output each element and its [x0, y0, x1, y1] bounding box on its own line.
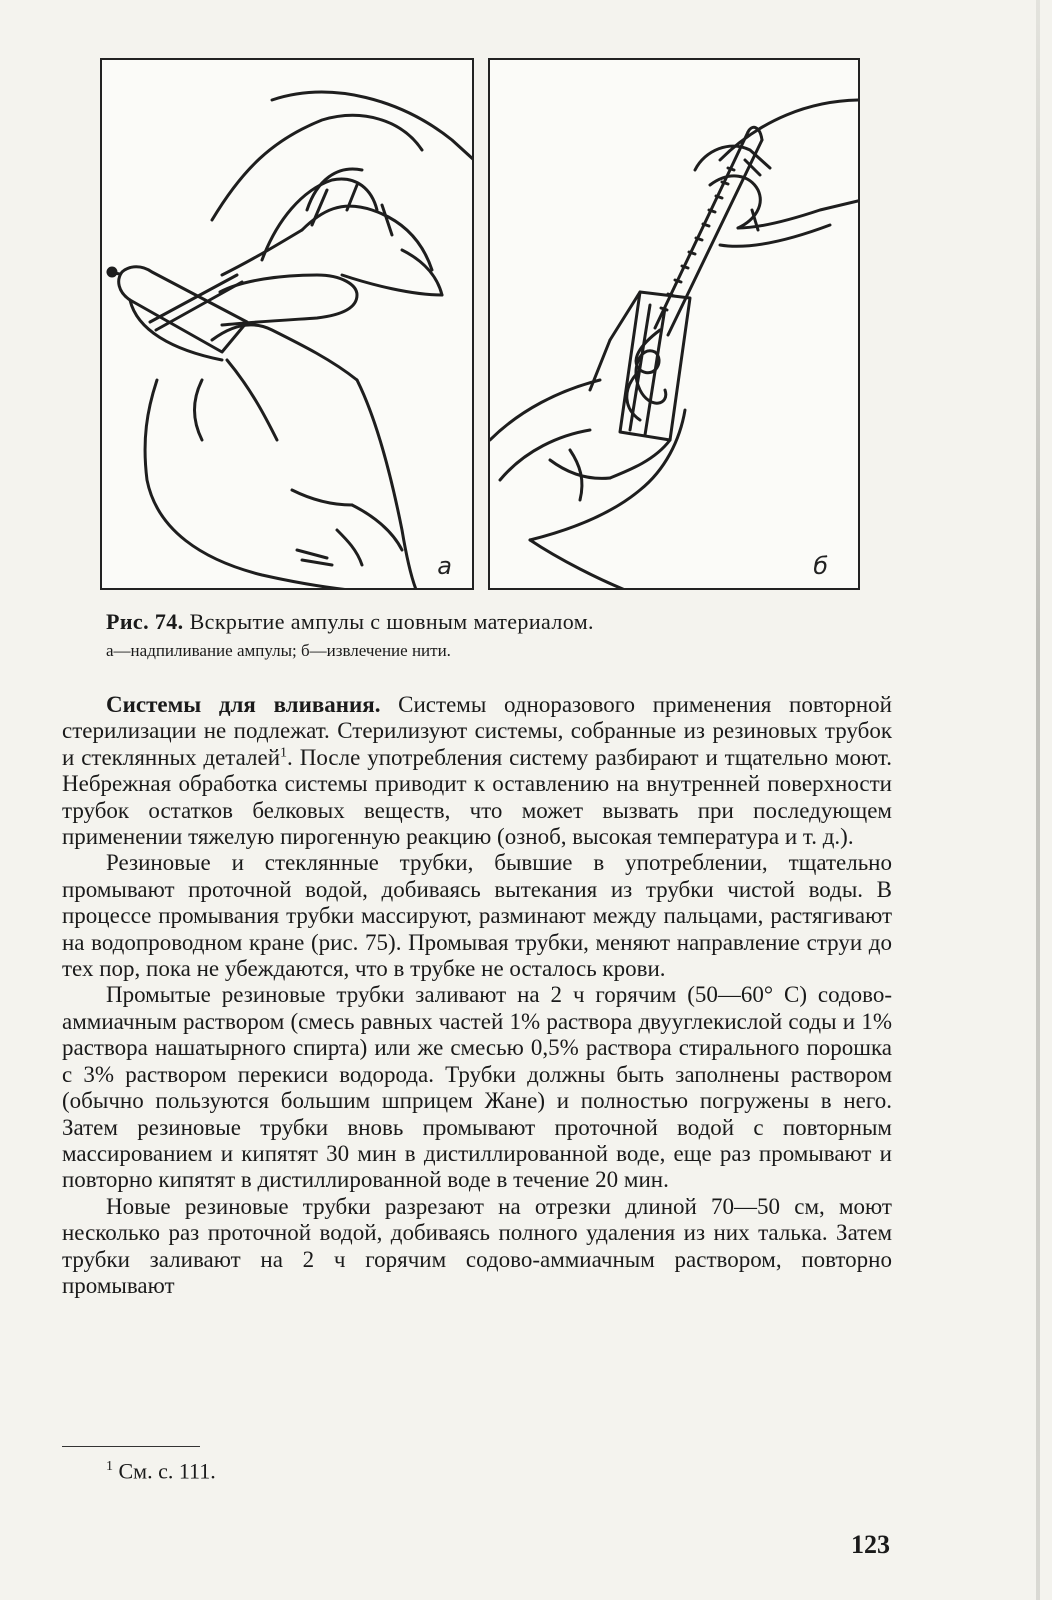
figure-74 [100, 58, 860, 592]
footnote-reference: 1 [280, 745, 288, 761]
panel-b-letter: б [813, 552, 828, 580]
paragraph-1-text-b: . После употребления систему разбирают и тщательно моют. Небрежная обработка системы приводит к оставлению на внутренней поверхности трубок остатков белковых веществ, что может вызвать при последующем применении тяжелую пирогенную реакцию (озноб, высокая температура и т. д.). [62, 744, 892, 850]
hand-extracting-thread-illustration [490, 60, 860, 590]
figure-panel-a [100, 58, 474, 590]
paragraph-1 [62, 692, 892, 850]
footnote-text: См. с. 111. [113, 1458, 216, 1484]
figure-caption [106, 608, 906, 662]
hand-opening-ampoule-illustration [102, 60, 474, 590]
footnote [106, 1454, 216, 1484]
figure-panel-b [488, 58, 860, 590]
caption-figure-number: Рис. 74. [106, 609, 184, 634]
caption-subtitle: а—надпиливание ампулы; б—извлечение нити. [106, 641, 451, 660]
body-text [62, 692, 892, 1299]
panel-a-letter: а [437, 552, 452, 580]
footnote-divider [62, 1446, 200, 1447]
page-number: 123 [851, 1530, 890, 1559]
paragraph-4: Новые резиновые трубки разрезают на отрезки длиной 70—50 см, моют несколько раз проточной водой, добиваясь полного удаления из них талька. Затем трубки заливают на 2 ч горячим содово-аммиачным раствором, повторно промывают [62, 1193, 892, 1298]
paragraph-3: Промытые резиновые трубки заливают на 2 ч горячим (50—60° С) содово-аммиачным раствором (смесь равных частей 1% раствора двууглекислой соды и 1% раствора нашатырного спирта) или же смесью 0,5% раствора стирального порошка с 3% раствором перекиси водорода. Трубки должны быть заполнены раствором (обычно пользуются большим шприцем Жане) и полностью погружены в него. Затем резиновые трубки вновь промывают проточной водой с повторным массированием и кипятят 30 мин в дистиллированной воде, еще раз промывают и повторно кипятят в дистиллированной воде в течение 20 мин. [62, 982, 892, 1193]
paragraph-1-text-a: Системы одноразового применения повторной стерилизации не подлежат. Стерилизуют системы, собранные из резиновых трубок и стеклянных деталей [62, 692, 892, 770]
caption-title-line [106, 608, 906, 636]
caption-title: Вскрытие ампулы с шовным материалом. [189, 609, 594, 634]
paragraph-2: Резиновые и стеклянные трубки, бывшие в употреблении, тщательно промывают проточной водой, добиваясь вытекания из трубки чистой воды. В процессе промывания трубки массируют, разминают между пальцами, растягивают на водопроводном кране (рис. 75). Промывая трубки, меняют направление струи до тех пор, пока не убеждаются, что в трубке не осталось крови. [62, 850, 892, 982]
page-edge-shadow [1036, 0, 1040, 1600]
section-heading: Системы для вливания. [106, 692, 381, 717]
footnote-marker: 1 [106, 1459, 113, 1474]
